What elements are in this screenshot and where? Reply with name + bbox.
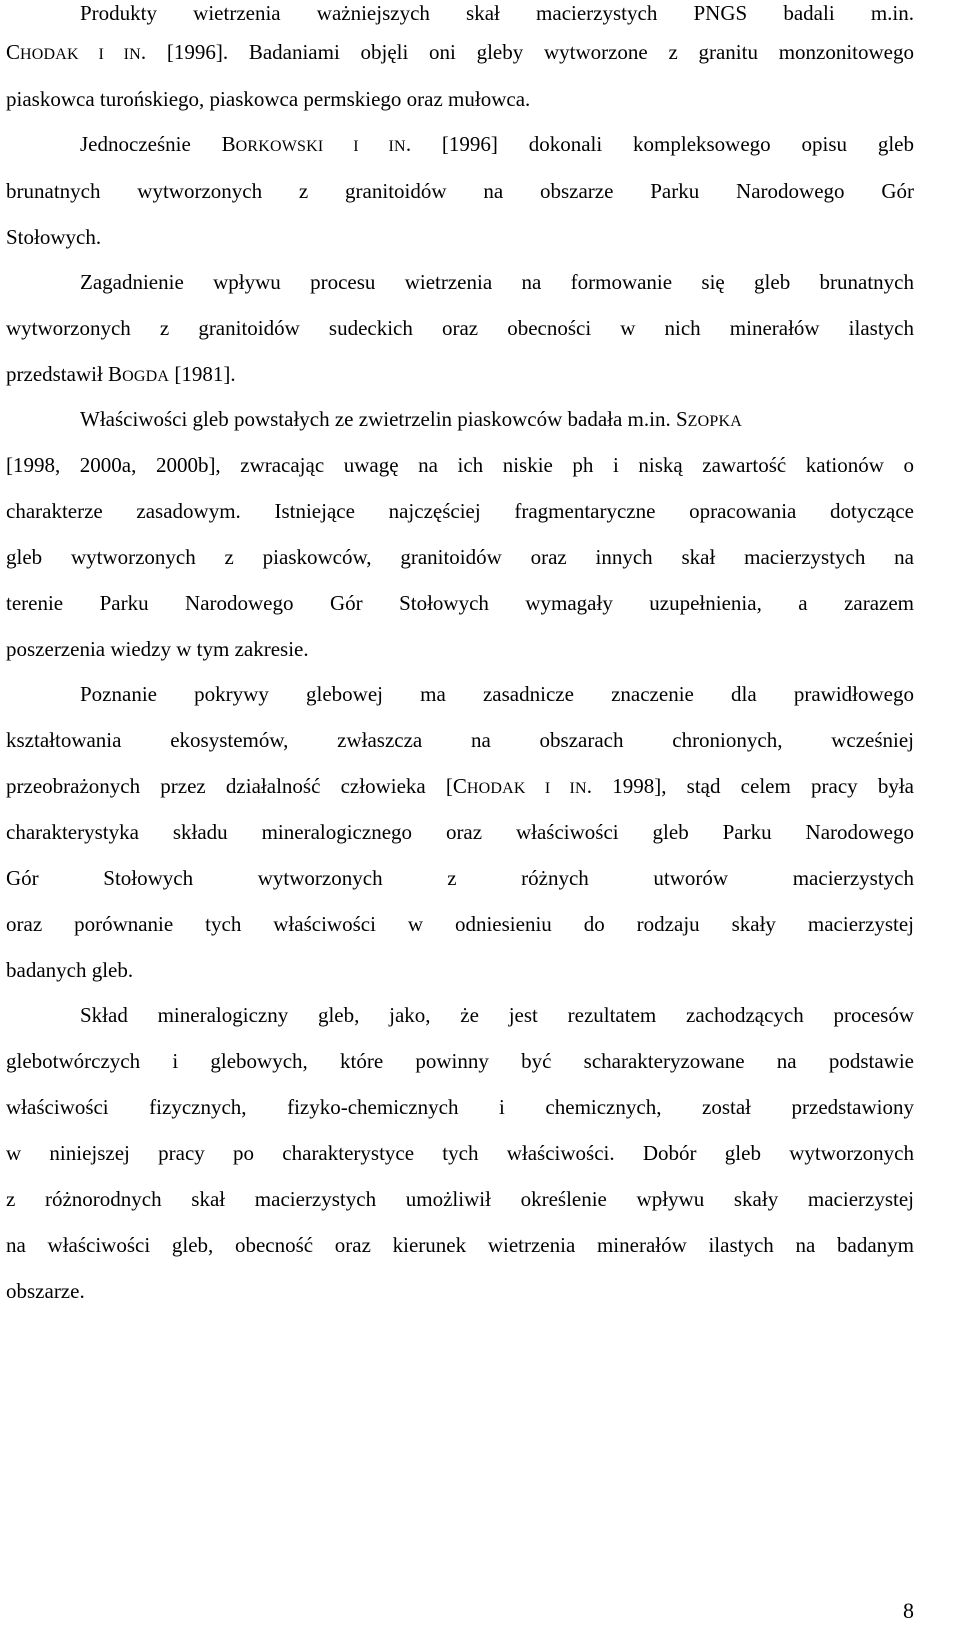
text-line xyxy=(80,1002,914,1028)
text-run: obszarze. xyxy=(6,1279,85,1303)
text-run: w niniejszej pracy po charakterystyce tych właściwości. Dobór gleb wytworzonych xyxy=(6,1141,914,1165)
text-line xyxy=(80,131,914,157)
text-line xyxy=(6,544,914,570)
small-caps-author: ZOPKA xyxy=(687,413,742,430)
text-line xyxy=(6,39,914,65)
small-caps-author: ORKOWSKI I IN xyxy=(235,138,406,155)
text-line xyxy=(6,224,914,250)
text-run: [1998, 2000a, 2000b], zwracając uwagę na ich niskie ph i niską zawartość kationów o xyxy=(6,453,914,477)
text-run: Zagadnienie wpływu procesu wietrzenia na formowanie się gleb brunatnych xyxy=(80,270,914,294)
text-line xyxy=(6,361,914,387)
text-run: Gór Stołowych wytworzonych z różnych utworów macierzystych xyxy=(6,866,914,890)
text-run: C xyxy=(6,40,21,64)
text-run: gleb wytworzonych z piaskowców, granitoidów oraz innych skał macierzystych na xyxy=(6,545,914,569)
text-run: Produkty wietrzenia ważniejszych skał macierzystych PNGS badali m.in. xyxy=(80,1,914,25)
text-run: z różnorodnych skał macierzystych umożliwił określenie wpływu skały macierzystej xyxy=(6,1187,914,1211)
text-line xyxy=(6,865,914,891)
text-run: [1981]. xyxy=(169,362,236,386)
small-caps-author: HODAK I IN xyxy=(20,46,141,63)
text-line xyxy=(6,636,914,662)
text-run: kształtowania ekosystemów, zwłaszcza na obszarach chronionych, wcześniej xyxy=(6,728,914,752)
text-line xyxy=(6,911,914,937)
text-run: na właściwości gleb, obecność oraz kierunek wietrzenia minerałów ilastych na badanym xyxy=(6,1233,914,1257)
text-line xyxy=(6,590,914,616)
text-line xyxy=(6,727,914,753)
text-run: charakterystyka składu mineralogicznego oraz właściwości gleb Parku Narodowego xyxy=(6,820,914,844)
text-line xyxy=(6,1094,914,1120)
text-run: Skład mineralogiczny gleb, jako, że jest rezultatem zachodzących procesów xyxy=(80,1003,914,1027)
text-line xyxy=(6,1278,914,1304)
text-line xyxy=(6,1140,914,1166)
text-line xyxy=(6,315,914,341)
small-caps-author: OGDA xyxy=(122,368,170,385)
text-run: przeobrażonych przez działalność człowieka [C xyxy=(6,774,467,798)
text-run: właściwości fizycznych, fizyko-chemicznych i chemicznych, został przedstawiony xyxy=(6,1095,914,1119)
text-line xyxy=(6,1186,914,1212)
small-caps-author: HODAK I IN xyxy=(466,780,587,797)
text-run: . [1996] dokonali kompleksowego opisu gleb xyxy=(405,132,914,156)
text-line xyxy=(6,452,914,478)
text-line xyxy=(80,406,914,432)
text-line xyxy=(6,498,914,524)
text-line xyxy=(80,269,914,295)
text-line xyxy=(80,0,914,26)
text-run: Właściwości gleb powstałych ze zwietrzelin piaskowców badała m.in. S xyxy=(80,407,688,431)
text-run: oraz porównanie tych właściwości w odniesieniu do rodzaju skały macierzystej xyxy=(6,912,914,936)
text-line xyxy=(6,1048,914,1074)
text-run: charakterze zasadowym. Istniejące najczęściej fragmentaryczne opracowania dotyczące xyxy=(6,499,914,523)
text-run: poszerzenia wiedzy w tym zakresie. xyxy=(6,637,309,661)
text-run: piaskowca turońskiego, piaskowca permskiego oraz mułowca. xyxy=(6,87,531,111)
text-run: przedstawił B xyxy=(6,362,123,386)
text-line xyxy=(6,773,914,799)
text-line xyxy=(6,957,914,983)
text-line xyxy=(6,86,914,112)
text-run: . [1996]. Badaniami objęli oni gleby wytworzone z granitu monzonitowego xyxy=(140,40,915,64)
text-run: terenie Parku Narodowego Gór Stołowych wymagały uzupełnienia, a zarazem xyxy=(6,591,914,615)
text-run: Poznanie pokrywy glebowej ma zasadnicze znaczenie dla prawidłowego xyxy=(80,682,914,706)
text-line xyxy=(80,681,914,707)
text-line xyxy=(6,819,914,845)
text-line xyxy=(6,178,914,204)
text-run: wytworzonych z granitoidów sudeckich oraz obecności w nich minerałów ilastych xyxy=(6,316,914,340)
text-line xyxy=(6,1232,914,1258)
text-run: brunatnych wytworzonych z granitoidów na obszarze Parku Narodowego Gór xyxy=(6,179,914,203)
text-run: Jednocześnie B xyxy=(80,132,236,156)
text-run: . 1998], stąd celem pracy była xyxy=(586,774,914,798)
text-run: glebotwórczych i glebowych, które powinny być scharakteryzowane na podstawie xyxy=(6,1049,914,1073)
text-run: badanych gleb. xyxy=(6,958,134,982)
page-number: 8 xyxy=(903,1598,914,1623)
text-run: Stołowych. xyxy=(6,225,102,249)
